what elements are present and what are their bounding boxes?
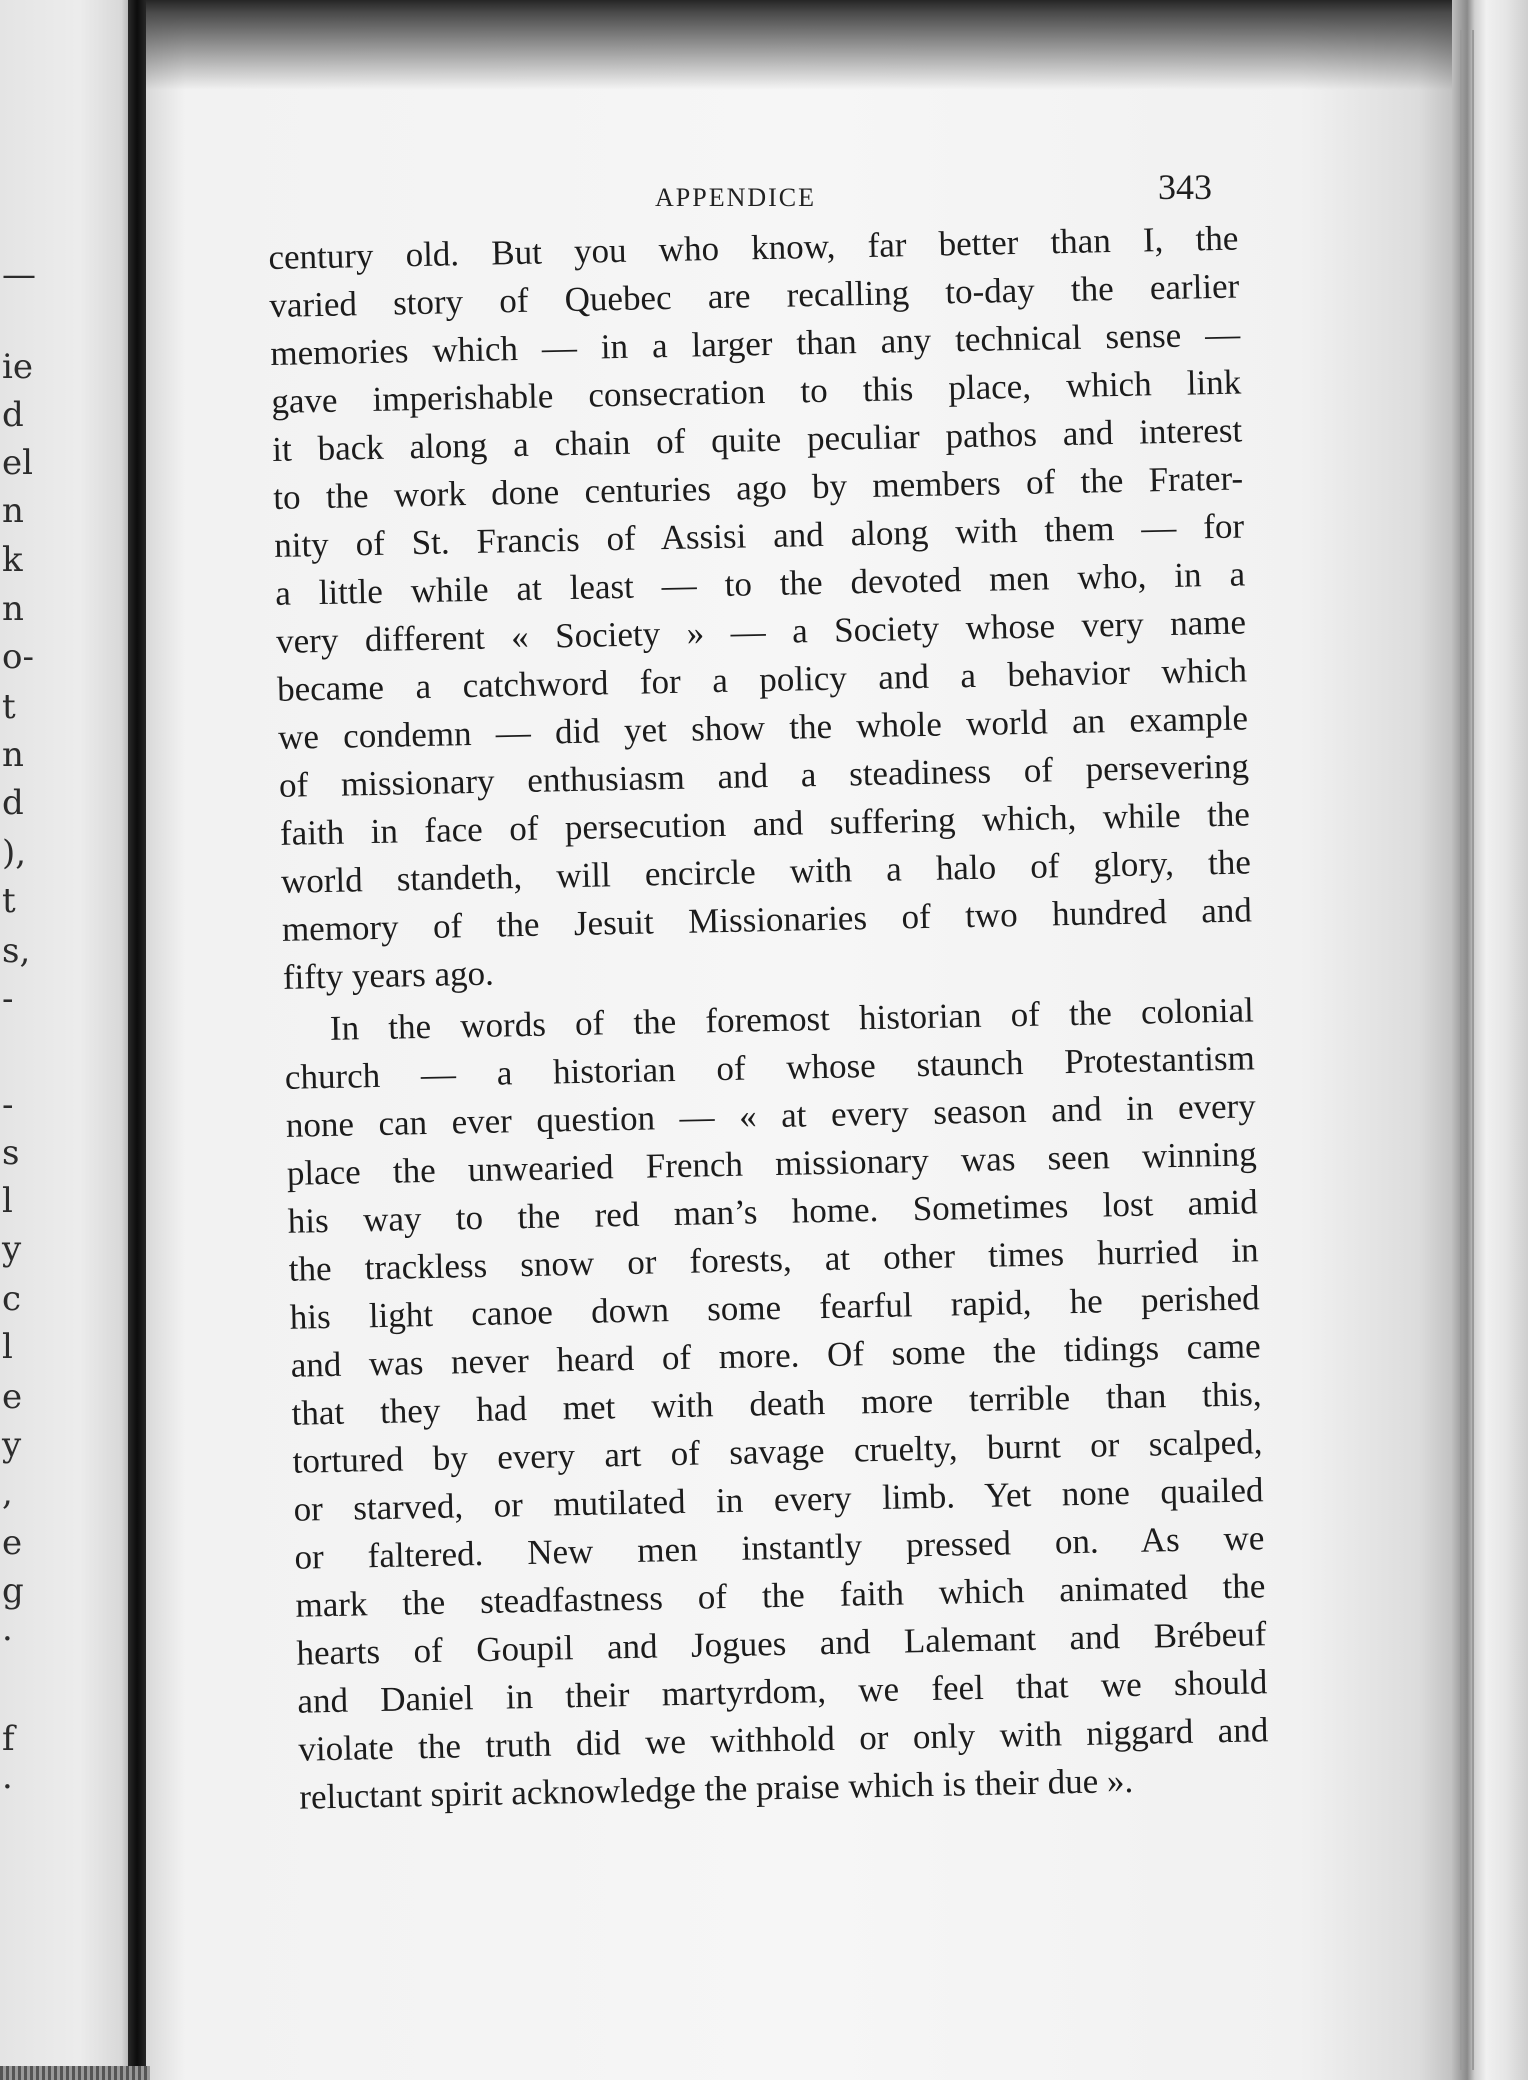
text-line: tortured by every art of savage cruelty, burnt or scalped, <box>292 1422 1263 1481</box>
text-line: In the words of the foremost historian of the colonial <box>329 990 1255 1048</box>
text-line: his way to the red man’s home. Sometimes lost amid <box>287 1182 1259 1241</box>
text-line: memory of the Jesuit Missionaries of two hundred and <box>281 890 1253 949</box>
text-line: of missionary enthusiasm and a steadiness of persevering <box>278 746 1250 805</box>
left-page-fragment: ), <box>2 833 27 873</box>
text-line: or faltered. New men instantly pressed on. As we <box>294 1518 1265 1577</box>
text-line: none can ever question — « at every season and in every <box>285 1086 1257 1145</box>
text-line: fifty years ago. <box>282 953 495 997</box>
text-line: faith in face of persecution and suffering which, while the <box>279 794 1251 853</box>
text-line: became a catchword for a policy and a behavior which <box>276 650 1248 709</box>
left-page-fragment: s, <box>2 931 31 971</box>
text-line: and Daniel in their martyrdom, we feel that we should <box>297 1662 1268 1721</box>
left-page-fragment: t <box>2 687 16 727</box>
body-text <box>268 215 1270 1822</box>
text-line: world standeth, will encircle with a halo of glory, the <box>280 842 1252 901</box>
text-line: varied story of Quebec are recalling to-day the earlier <box>269 266 1240 325</box>
top-scan-shadow <box>146 0 1458 90</box>
text-line: or starved, or mutilated in every limb. Yet none quailed <box>293 1470 1264 1529</box>
page-number: 343 <box>1158 167 1212 207</box>
left-facing-page <box>0 0 132 2080</box>
text-line: to the work done centuries ago by members of the Frater- <box>272 458 1244 517</box>
left-page-fragment: n <box>2 735 24 775</box>
left-page-fragment: f <box>2 1719 15 1759</box>
text-line: nity of St. Francis of Assisi and along with them — for <box>273 506 1245 565</box>
text-line: violate the truth did we withhold or only with niggard and <box>298 1710 1269 1769</box>
left-page-fragment: y <box>2 1425 22 1465</box>
left-page-fragment: - <box>2 1085 14 1125</box>
text-line: it back along a chain of quite peculiar pathos and interest <box>271 410 1243 469</box>
text-line: very different « Society » — a Society whose very name <box>275 602 1247 661</box>
text-line: and was never heard of more. Of some the tidings came <box>290 1326 1261 1385</box>
left-page-fragment: l <box>2 1327 13 1367</box>
paragraph <box>283 986 1269 1821</box>
text-line: gave imperishable consecration to this place, which link <box>270 362 1242 421</box>
left-page-fragment: g <box>2 1571 24 1611</box>
left-page-fragment: d <box>2 783 24 823</box>
left-page-fragment: — <box>2 255 36 295</box>
page-edge-line <box>1460 30 1462 2070</box>
left-page-fragment: n <box>2 589 24 629</box>
left-page-fragment: d <box>2 395 24 435</box>
left-page-fragment: s <box>2 1133 20 1173</box>
scan-edge-noise <box>0 2066 150 2080</box>
left-page-fragment: · <box>2 1767 13 1807</box>
text-line: we condemn — did yet show the whole world an example <box>277 698 1249 757</box>
text-line: memories which — in a larger than any technical sense — <box>270 314 1241 373</box>
left-page-fragment: e <box>2 1377 23 1417</box>
left-page-fragment: el <box>2 443 33 483</box>
text-line: place the unwearied French missionary was seen winning <box>286 1134 1258 1193</box>
running-head: APPENDICE <box>655 183 817 212</box>
left-page-fragment: - <box>2 979 14 1019</box>
left-page-fragment: , <box>2 1473 13 1513</box>
book-gutter <box>128 0 146 2080</box>
left-page-fragment: e <box>2 1523 23 1563</box>
left-page-fragment: ie <box>2 347 33 387</box>
paragraph <box>268 215 1253 1002</box>
left-page-fragment: l <box>2 1181 13 1221</box>
text-line: reluctant spirit acknowledge the praise which is their due ». <box>298 1760 1134 1817</box>
text-line: hearts of Goupil and Jogues and Lalemant and Brébeuf <box>296 1614 1267 1673</box>
text-line: his light canoe down some fearful rapid, he perished <box>289 1278 1260 1337</box>
page-stack-edge <box>1452 0 1528 2080</box>
left-page-fragment: k <box>2 540 23 580</box>
text-line: that they had met with death more terrible than this, <box>291 1374 1262 1433</box>
text-line: century old. But you who know, far better than I, the <box>268 218 1239 277</box>
left-page-fragment: y <box>2 1229 22 1269</box>
text-line: a little while at least — to the devoted men who, in a <box>274 554 1246 613</box>
left-page-fragment: t <box>2 881 16 921</box>
left-page-fragment: · <box>2 1619 13 1659</box>
text-line: the trackless snow or forests, at other times hurried in <box>288 1230 1259 1289</box>
text-line: church — a historian of whose staunch Protestantism <box>284 1038 1256 1097</box>
left-page-fragment: c <box>2 1279 22 1319</box>
text-line: mark the steadfastness of the faith which animated the <box>295 1566 1266 1625</box>
left-page-fragment: n <box>2 491 24 531</box>
page-edge-line <box>1472 30 1474 2070</box>
left-page-fragment: o- <box>2 637 34 677</box>
